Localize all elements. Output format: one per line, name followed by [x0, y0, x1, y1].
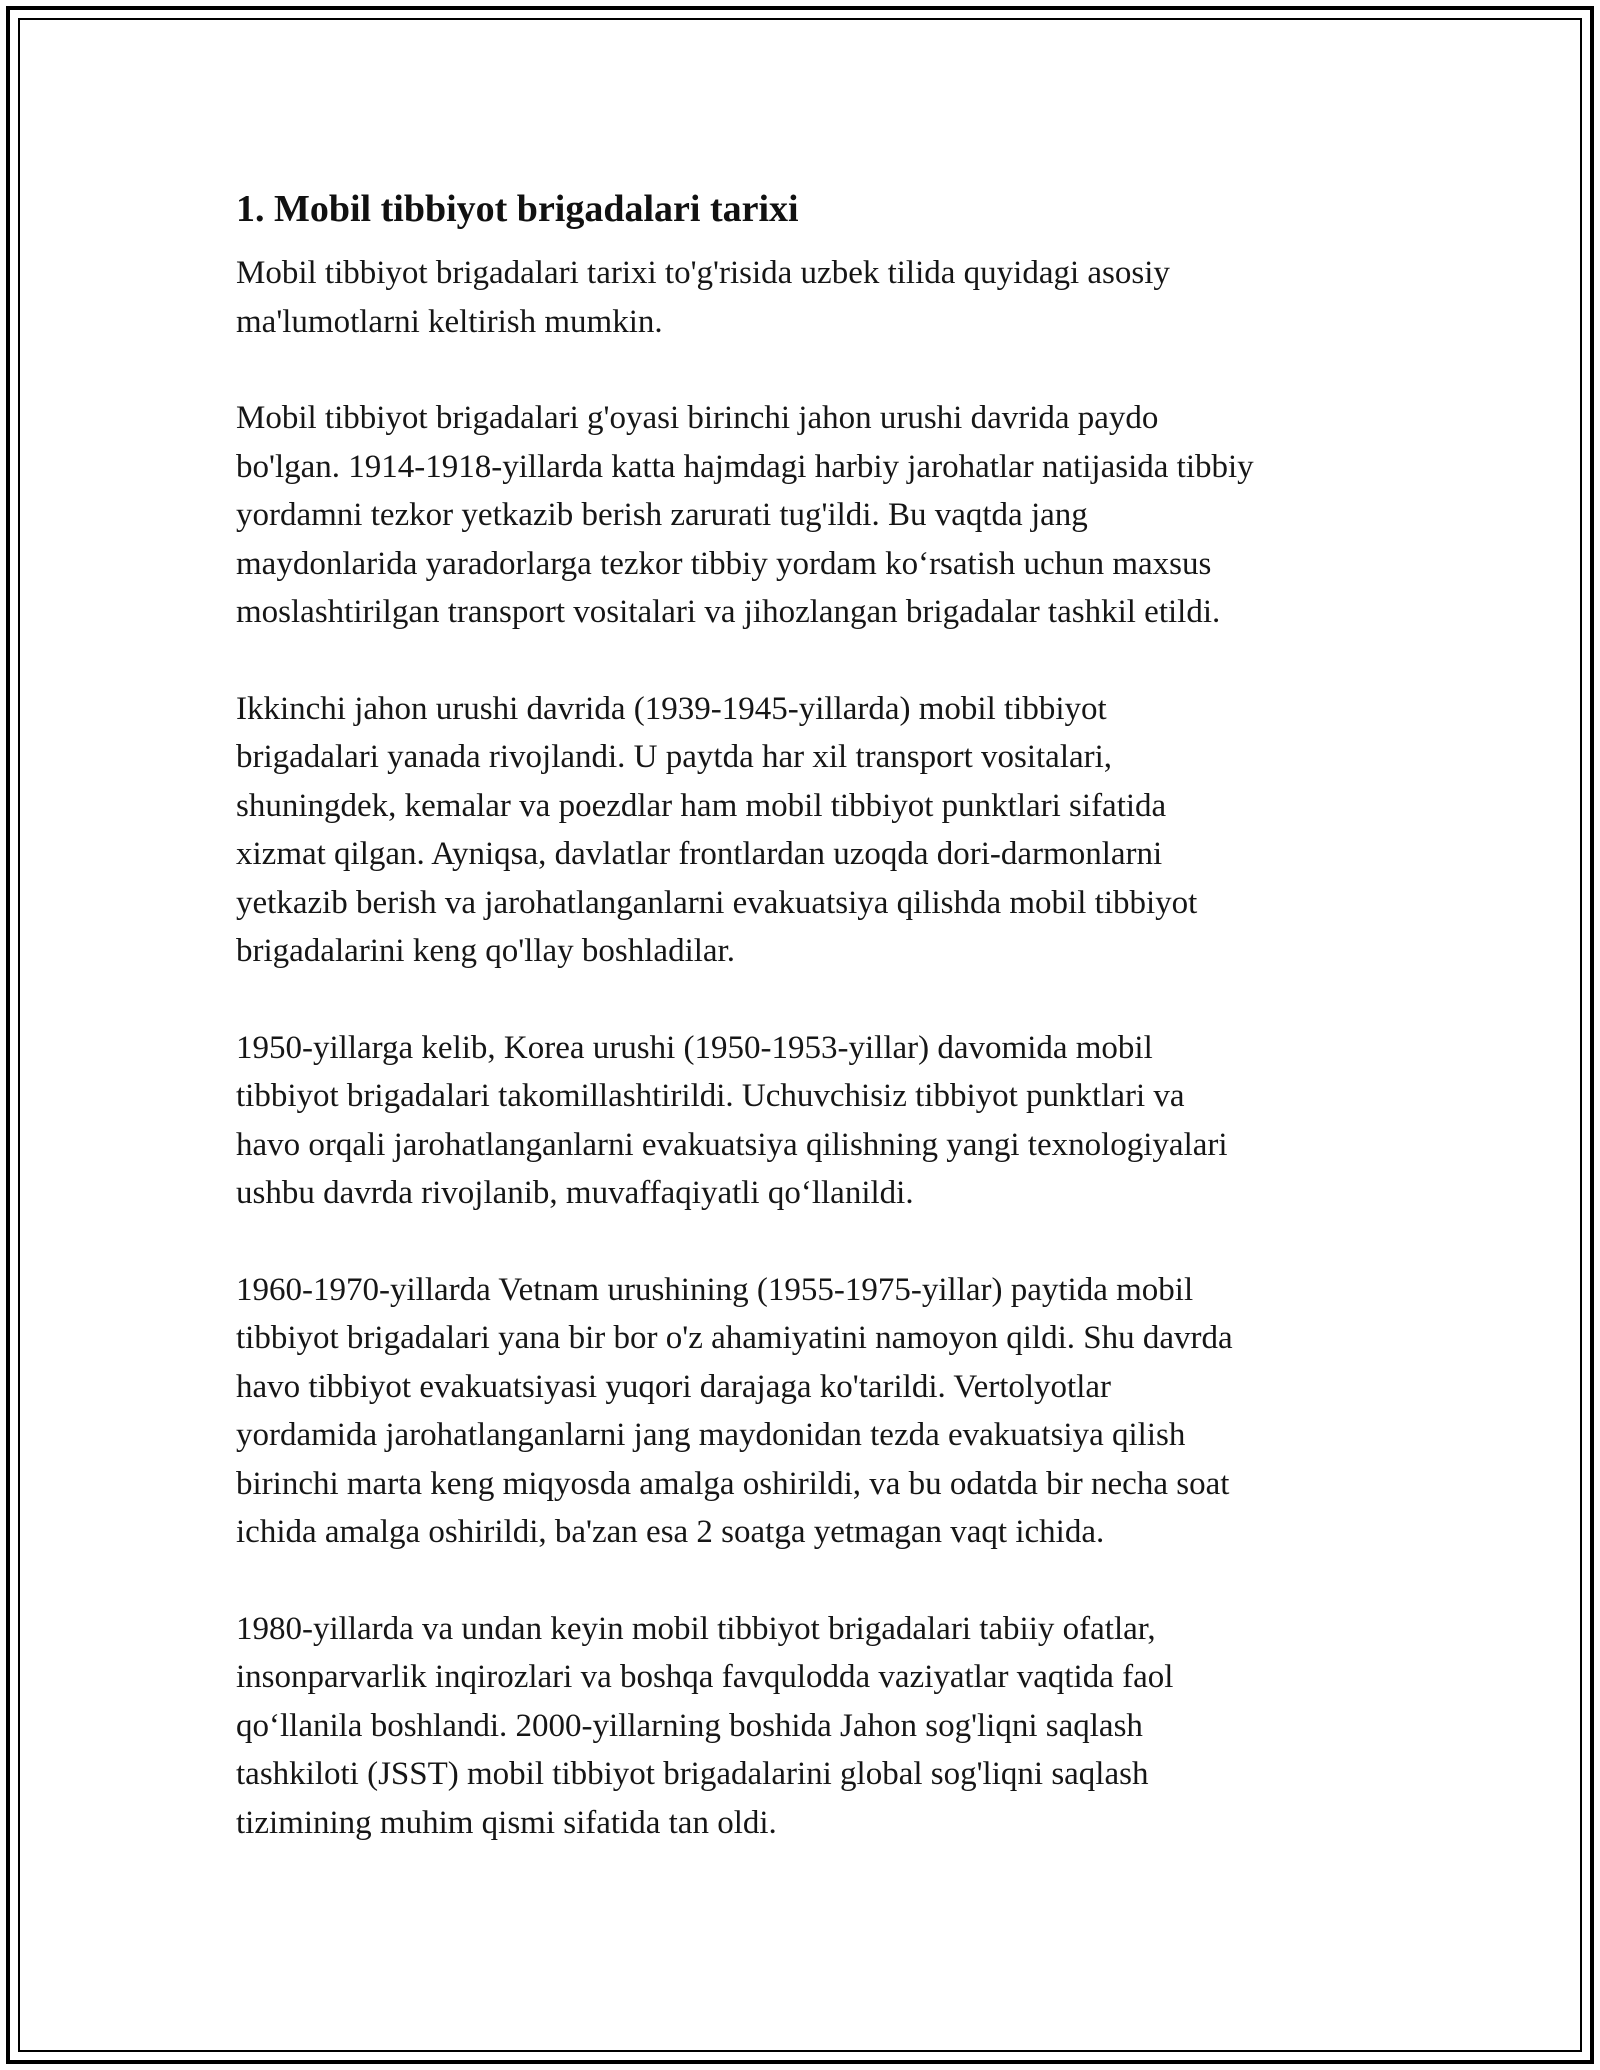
text-line: yetkazib berish va jarohatlanganlarni evakuatsiya qilishda mobil tibbiyot — [236, 884, 1198, 921]
text-line: brigadalari yanada rivojlandi. U paytda har xil transport vositalari, — [236, 739, 1113, 775]
text-line: ushbu davrda rivojlanib, muvaffaqiyatli qo‘llanildi. — [236, 1175, 914, 1211]
text-line: 1980-yillarda va undan keyin mobil tibbiyot brigadalari tabiiy ofatlar, — [236, 1610, 1156, 1647]
text-line: moslashtirilgan transport vositalari va jihozlangan brigadalar tashkil etildi. — [236, 594, 1221, 630]
text-line: tibbiyot brigadalari yana bir bor o'z ahamiyatini namoyon qildi. Shu davrda — [236, 1320, 1233, 1356]
text-line: havo tibbiyot evakuatsiyasi yuqori darajaga ko'tarildi. Vertolyotlar — [236, 1368, 1112, 1405]
text-line: ichida amalga oshirildi, ba'zan esa 2 soatga yetmagan vaqt ichida. — [236, 1514, 1105, 1550]
paragraph — [236, 1266, 1386, 1557]
text-line: maydonlarida yaradorlarga tezkor tibbiy yordam ko‘rsatish uchun maxsus — [236, 545, 1212, 582]
text-line: havo orqali jarohatlanganlarni evakuatsiya qilishning yangi texnologiyalari — [236, 1126, 1228, 1163]
text-line: ma'lumotlarni keltirish mumkin. — [236, 303, 663, 340]
text-line: tashkiloti (JSST) mobil tibbiyot brigadalarini global sog'liqni saqlash — [236, 1756, 1149, 1792]
text-line: 1950-yillarga kelib, Korea urushi (1950-1953-yillar) davomida mobil — [236, 1029, 1153, 1066]
text-line: tibbiyot brigadalari takomillashtirildi. Uchuvchisiz tibbiyot punktlari va — [236, 1078, 1185, 1114]
text-line: yordamida jarohatlanganlarni jang maydonidan tezda evakuatsiya qilish — [236, 1417, 1186, 1453]
paragraph — [236, 1024, 1386, 1218]
text-line: bo'lgan. 1914-1918-yillarda katta hajmdagi harbiy jarohatlar natijasida tibbiy — [236, 448, 1254, 485]
text-line: tizimining muhim qismi sifatida tan oldi. — [236, 1804, 777, 1841]
text-line: brigadalarini keng qo'llay boshladilar. — [236, 933, 735, 969]
text-line: Mobil tibbiyot brigadalari tarixi to'g'risida uzbek tilida quyidagi asosiy — [236, 255, 1170, 291]
section-heading: 1. Mobil tibbiyot brigadalari tarixi — [236, 188, 799, 230]
text-line: Ikkinchi jahon urushi davrida (1939-1945-yillarda) mobil tibbiyot — [236, 690, 1107, 727]
paragraph — [236, 394, 1386, 637]
text-line: yordamni tezkor yetkazib berish zarurati tug'ildi. Bu vaqtda jang — [236, 497, 1088, 533]
text-line: Mobil tibbiyot brigadalari g'oyasi birinchi jahon urushi davrida paydo — [236, 400, 1159, 436]
text-line: shuningdek, kemalar va poezdlar ham mobil tibbiyot punktlari sifatida — [236, 787, 1167, 824]
paragraph-list — [236, 249, 1386, 1847]
text-line: xizmat qilgan. Ayniqsa, davlatlar frontlardan uzoqda dori-darmonlarni — [236, 836, 1163, 872]
paragraph — [236, 1605, 1386, 1848]
text-line: qo‘llanila boshlandi. 2000-yillarning boshida Jahon sog'liqni saqlash — [236, 1707, 1143, 1744]
document-body — [236, 185, 1386, 1895]
text-line: insonparvarlik inqirozlari va boshqa favqulodda vaziyatlar vaqtida faol — [236, 1659, 1174, 1695]
paragraph — [236, 249, 1386, 346]
text-line: birinchi marta keng miqyosda amalga oshirildi, va bu odatda bir necha soat — [236, 1465, 1230, 1502]
paragraph — [236, 685, 1386, 976]
text-line: 1960-1970-yillarda Vetnam urushining (1955-1975-yillar) paytida mobil — [236, 1271, 1194, 1308]
